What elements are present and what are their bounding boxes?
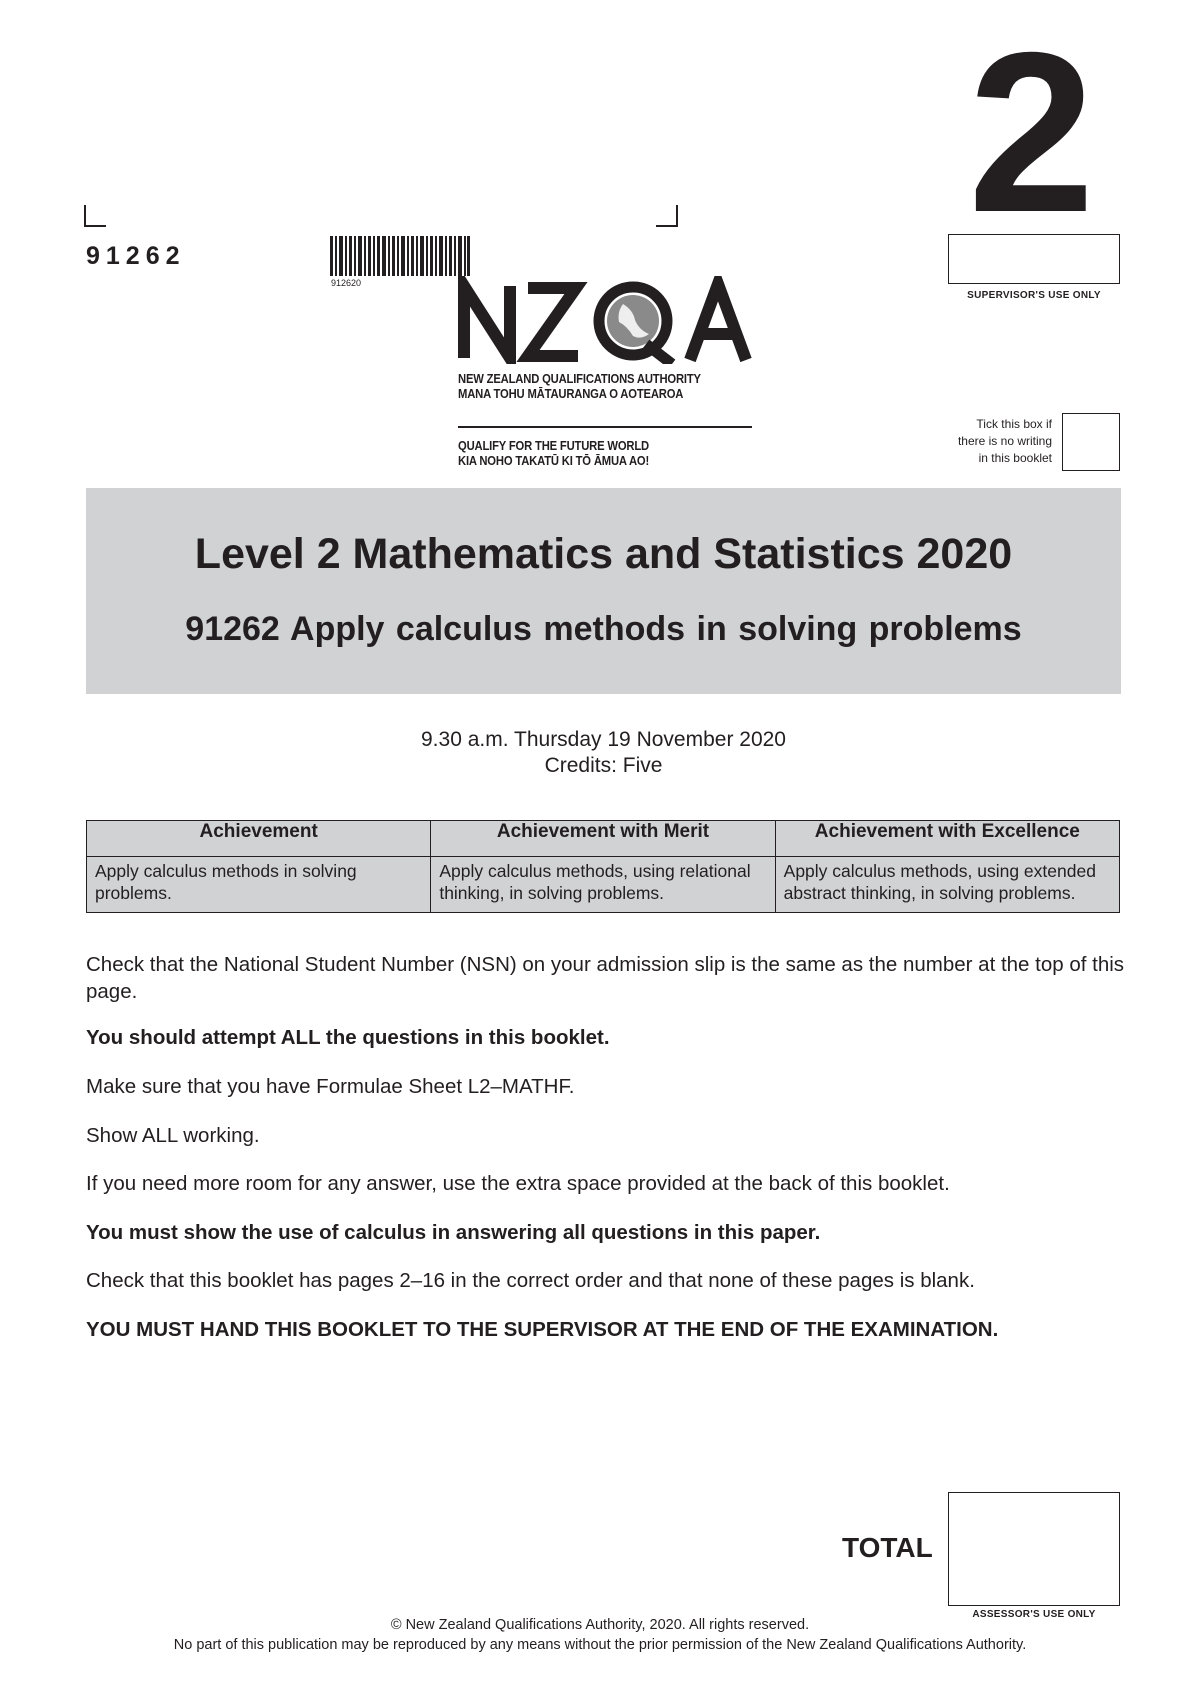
crop-mark-left xyxy=(84,205,106,227)
tick-text-line: Tick this box if xyxy=(976,417,1052,431)
page-title: Level 2 Mathematics and Statistics 2020 xyxy=(194,530,1013,578)
total-label: TOTAL xyxy=(842,1532,933,1563)
table-header-row xyxy=(87,821,1120,857)
instruction-extra-space: If you need more room for any answer, use the extra space provided at the back of this booklet. xyxy=(86,1172,950,1195)
page-subtitle: 91262 Apply calculus methods in solving problems xyxy=(185,610,1022,648)
tagline-en: QUALIFY FOR THE FUTURE WORLD xyxy=(458,439,649,453)
nzqa-logo xyxy=(458,276,752,476)
assessor-label: ASSESSOR'S USE ONLY xyxy=(972,1609,1096,1620)
crop-mark-right xyxy=(656,205,678,227)
achievement-table xyxy=(86,820,1120,913)
tick-text-line: there is no writing xyxy=(957,434,1052,448)
supervisor-box[interactable] xyxy=(948,234,1120,284)
instruction-calculus: You must show the use of calculus in answering all questions in this paper. xyxy=(86,1221,821,1244)
no-writing-checkbox[interactable] xyxy=(1062,413,1120,471)
instruction-nsn: Check that the National Student Number (NSN) on your admission slip is the same as the number at the top of this page. xyxy=(86,953,1125,1003)
table-header: Achievement with Merit xyxy=(431,821,775,857)
table-row xyxy=(87,857,1120,913)
exam-credits: Credits: Five xyxy=(544,754,663,777)
instruction-pages: Check that this booklet has pages 2–16 in the correct order and that none of these pages is blank. xyxy=(86,1269,975,1292)
standard-code: 91262 xyxy=(86,242,186,270)
table-cell: Apply calculus methods in solving problems. xyxy=(87,857,431,913)
reproduction-notice: No part of this publication may be reproduced by any means without the prior permission of the New Zealand Qualifications Authority. xyxy=(173,1637,1027,1653)
table-header: Achievement xyxy=(87,821,431,857)
tagline-mi: KIA NOHO TAKATŪ KI TŌ ĀMUA AO! xyxy=(458,454,650,468)
logo-divider xyxy=(458,426,752,428)
supervisor-label: SUPERVISOR'S USE ONLY xyxy=(967,290,1101,301)
org-name-mi: MANA TOHU MĀTAURANGA O AOTEAROA xyxy=(458,387,684,401)
instruction-formulae: Make sure that you have Formulae Sheet L2–MATHF. xyxy=(86,1075,575,1098)
total-box[interactable] xyxy=(948,1492,1120,1606)
table-header: Achievement with Excellence xyxy=(775,821,1119,857)
barcode xyxy=(330,236,470,276)
org-name-en: NEW ZEALAND QUALIFICATIONS AUTHORITY xyxy=(458,372,701,386)
tick-text-line: in this booklet xyxy=(978,451,1052,465)
table-cell: Apply calculus methods, using relational thinking, in solving problems. xyxy=(431,857,775,913)
instruction-working: Show ALL working. xyxy=(86,1124,260,1147)
copyright: © New Zealand Qualifications Authority, 2020. All rights reserved. xyxy=(390,1617,810,1633)
exam-time: 9.30 a.m. Thursday 19 November 2020 xyxy=(421,728,786,751)
table-cell: Apply calculus methods, using extended abstract thinking, in solving problems. xyxy=(775,857,1119,913)
nzqa-letters xyxy=(458,276,752,364)
title-band xyxy=(86,488,1121,694)
instruction-attempt-all: You should attempt ALL the questions in this booklet. xyxy=(86,1026,610,1049)
tick-box-text xyxy=(900,416,1052,467)
barcode-number: 912620 xyxy=(331,278,362,288)
booklet-number: 2 xyxy=(968,6,1095,260)
instruction-hand-in: YOU MUST HAND THIS BOOKLET TO THE SUPERVISOR AT THE END OF THE EXAMINATION. xyxy=(86,1318,999,1341)
